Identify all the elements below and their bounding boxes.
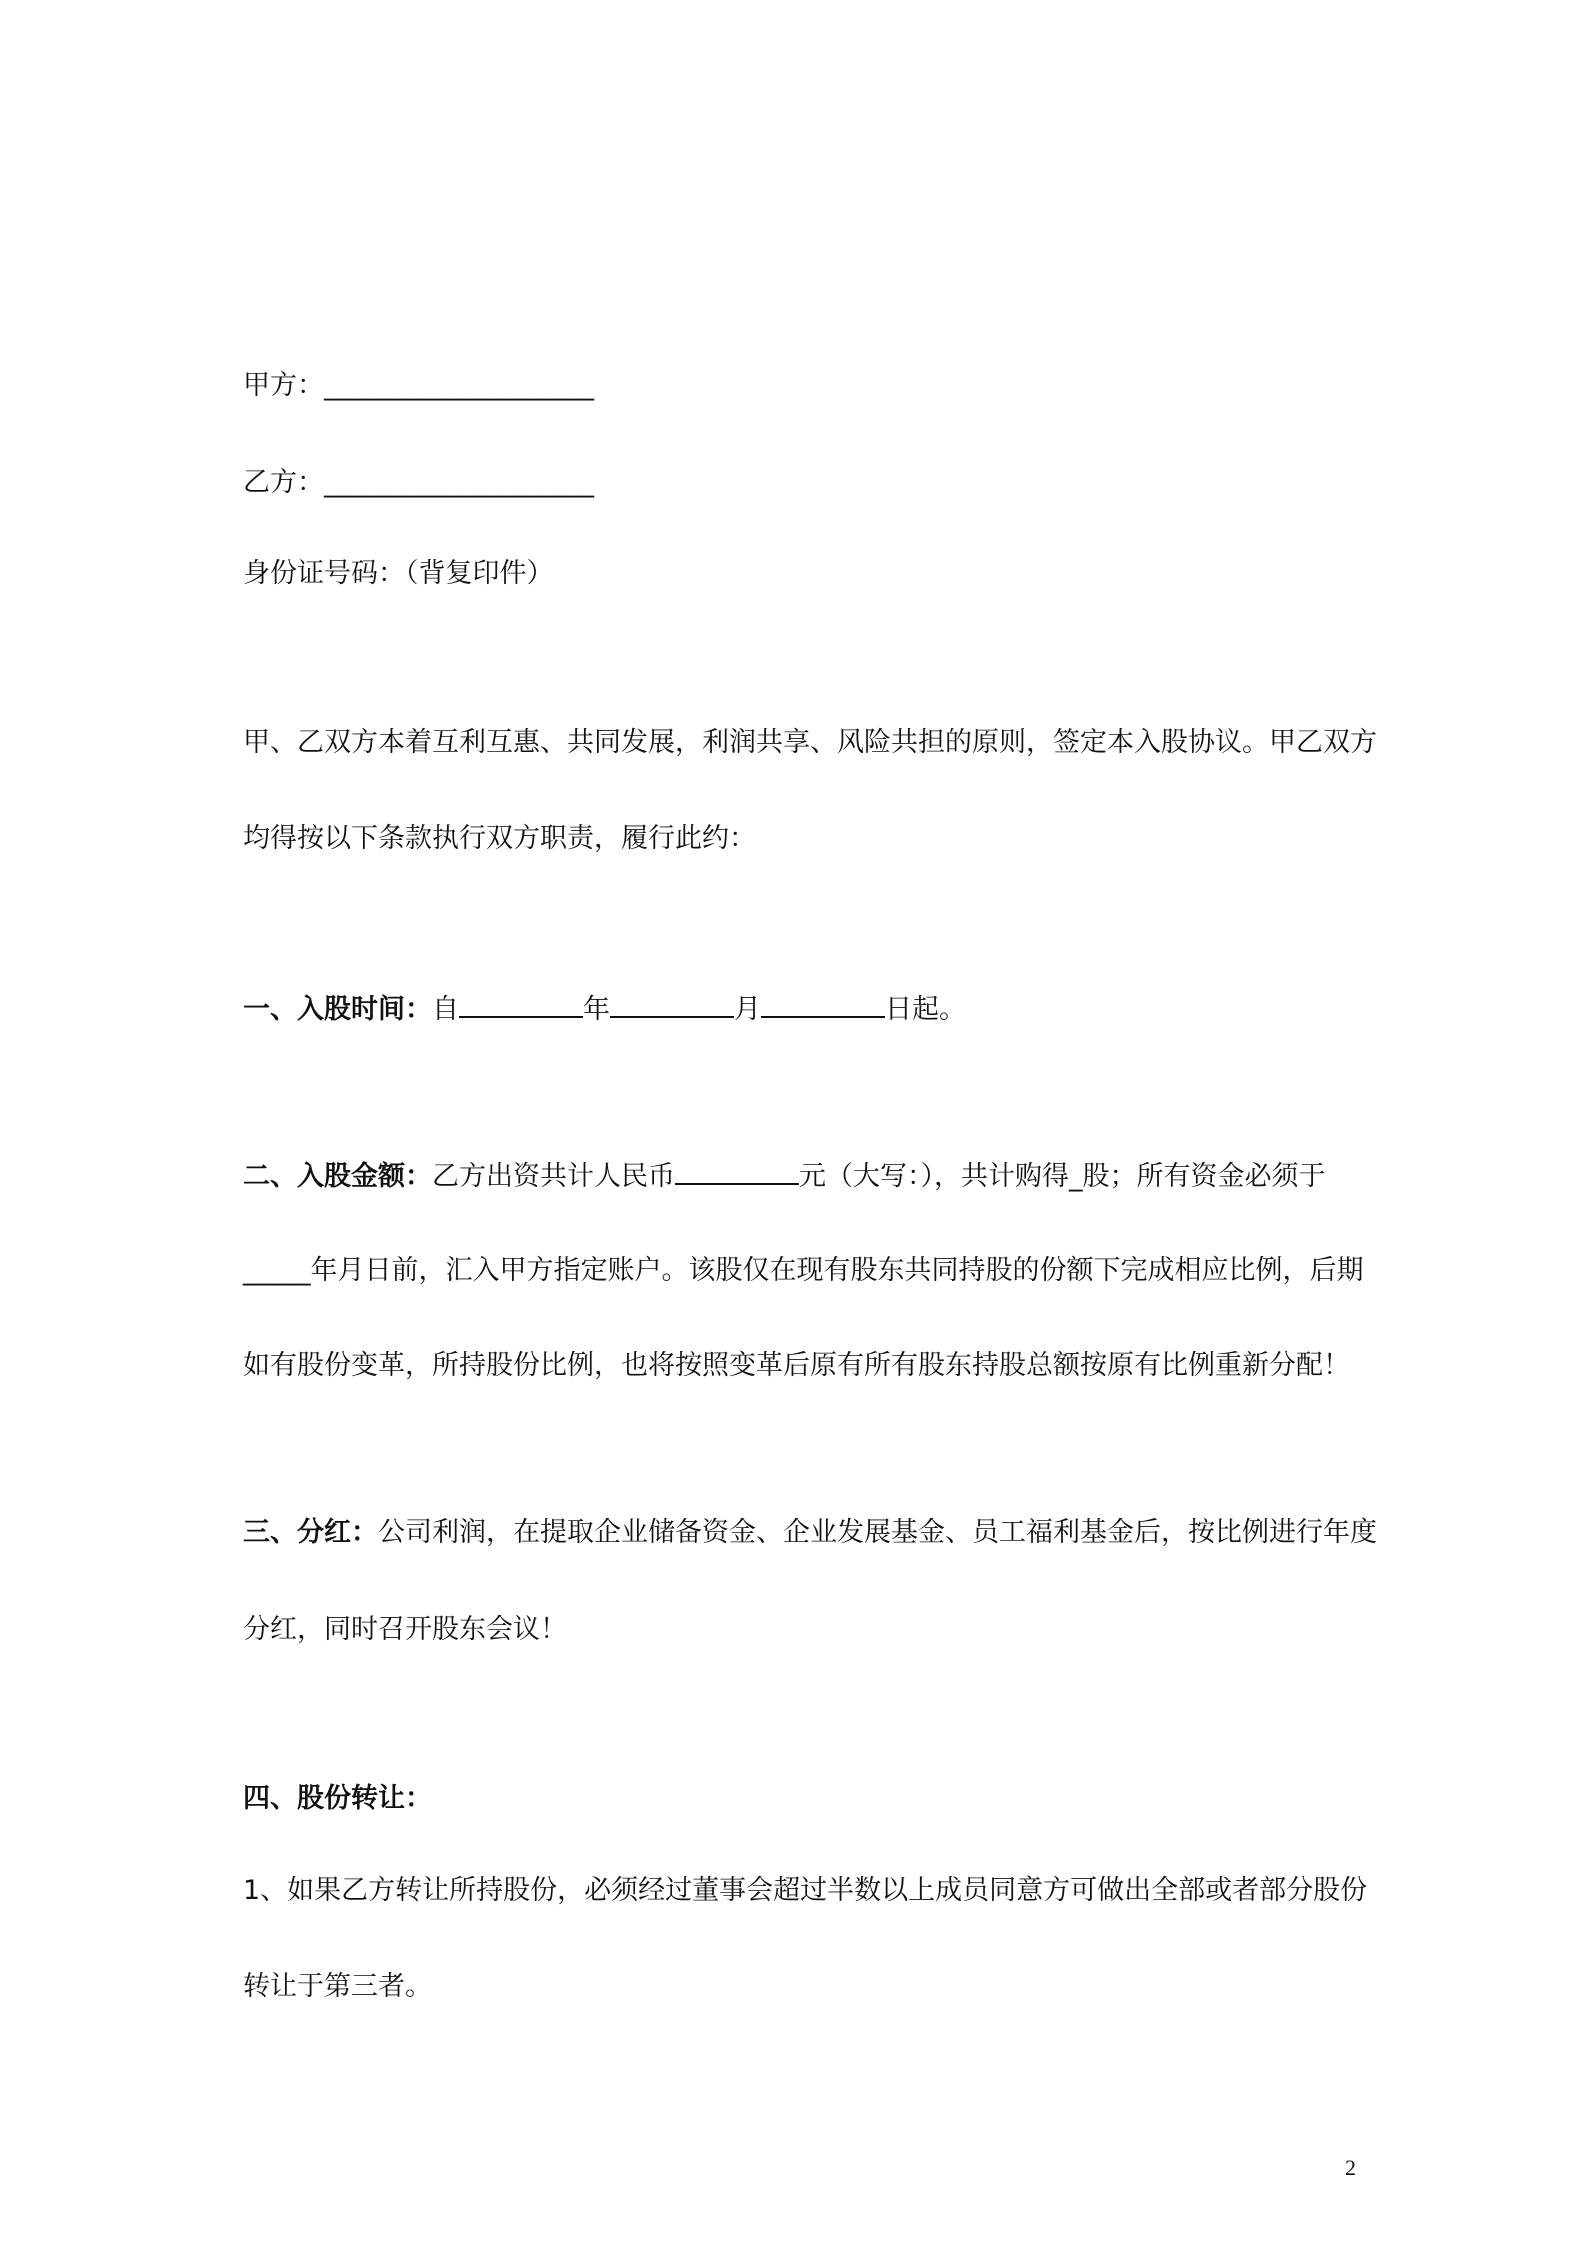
section-2-line-3: 如有股份变革，所持股份比例，也将按照变革后原有所有股东持股总额按原有比例重新分配！ — [243, 1350, 1350, 1381]
page-number: 2 — [1345, 2155, 1356, 2180]
section-3-line-1 — [243, 1519, 1377, 1546]
section-4-item-1-line-2: 转让于第三者。 — [243, 1971, 432, 2002]
section-2-heading: 二、入股金额： — [243, 1161, 432, 1192]
section-2-line-2-text: 年月日前，汇入甲方指定账户。该股仅在现有股东共同持股的份额下完成相应比例，后期 — [310, 1255, 1364, 1286]
section-1-text-1: 自 — [432, 994, 459, 1025]
party-a-blank: ____________________ — [324, 370, 594, 401]
id-number-line: 身份证号码：（背复印件） — [243, 558, 554, 589]
section-1-text-3: 月 — [734, 994, 761, 1025]
intro-line-1: 甲、乙双方本着互利互惠、共同发展，利润共享、风险共担的原则，签定本入股协议。甲乙双方 — [243, 727, 1377, 758]
party-b-blank: ____________________ — [324, 467, 594, 498]
section-2-text-1: 乙方出资共计人民币 — [432, 1161, 675, 1192]
section-3-line-2: 分红，同时召开股东会议！ — [243, 1614, 567, 1645]
party-a-line — [243, 372, 594, 399]
party-b-label: 乙方： — [243, 467, 324, 498]
section-4-heading: 四、股份转让： — [243, 1783, 432, 1814]
section-3-heading: 三、分红： — [243, 1517, 378, 1548]
section-2-line-1 — [243, 1161, 1326, 1190]
section-2-amount-blank — [675, 1161, 799, 1185]
section-1-day-blank — [761, 994, 885, 1018]
section-1-text-2: 年 — [583, 994, 610, 1025]
section-1-month-blank — [610, 994, 734, 1018]
section-1-text-4: 日起。 — [885, 994, 966, 1025]
section-2-text-2: 元（大写：），共计购得_股；所有资金必须于 — [799, 1161, 1326, 1192]
section-1-heading: 一、入股时间： — [243, 994, 432, 1025]
section-4-item-1-line-1: 1、如果乙方转让所持股份，必须经过董事会超过半数以上成员同意方可做出全部或者部分股份 — [243, 1875, 1368, 1906]
section-3-line-1-text: 公司利润，在提取企业储备资金、企业发展基金、员工福利基金后，按比例进行年度 — [378, 1517, 1377, 1548]
intro-line-2: 均得按以下条款执行双方职责，履行此约： — [243, 823, 756, 854]
party-a-label: 甲方： — [243, 370, 324, 401]
section-1-line — [243, 994, 966, 1023]
party-b-line — [243, 469, 594, 496]
section-2-date-blank: _____ — [243, 1255, 311, 1286]
section-2-line-2 — [243, 1257, 1364, 1284]
section-1-year-blank — [459, 994, 583, 1018]
